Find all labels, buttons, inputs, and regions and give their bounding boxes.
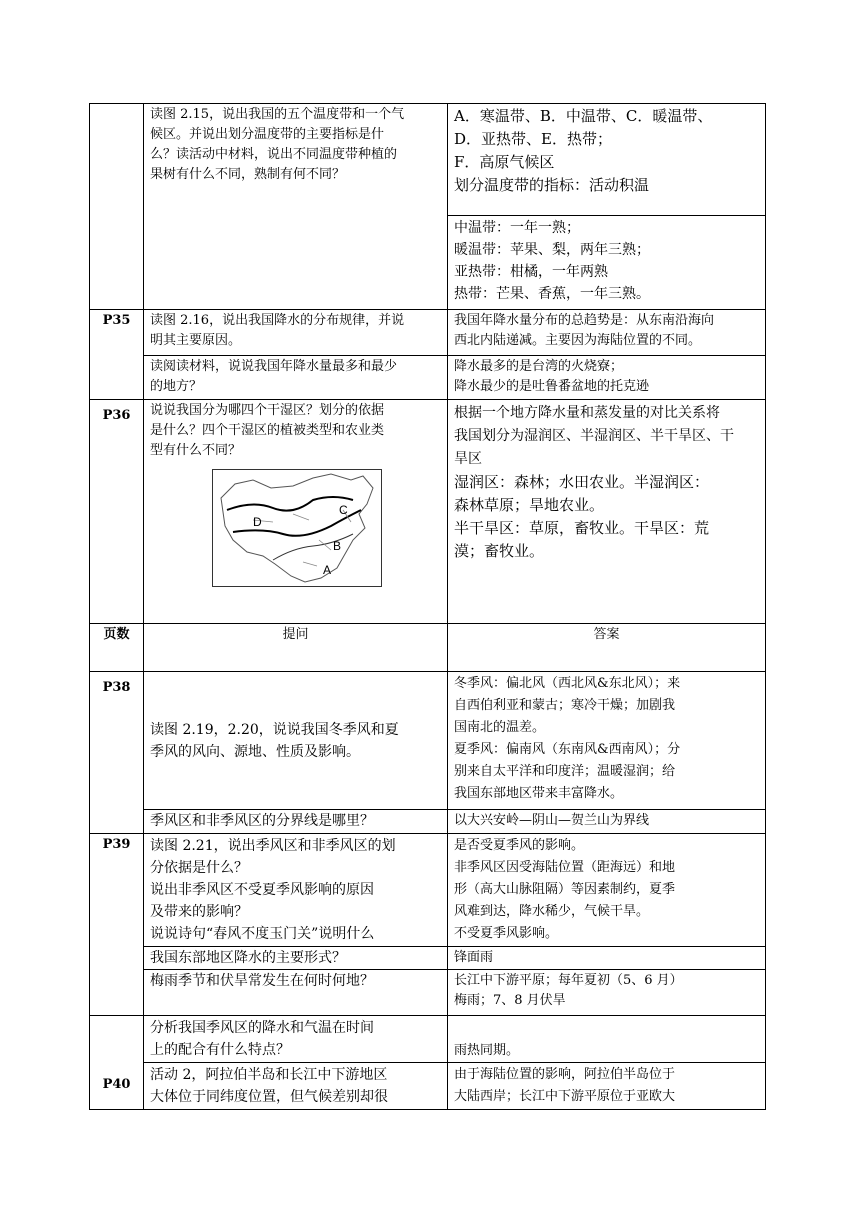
answer-line: 风难到达，降水稀少，气候干旱。 xyxy=(454,904,650,919)
answer-line: 梅雨；7、8 月伏旱 xyxy=(454,993,566,1008)
question-line: 大体位于同纬度位置，但气候差别却很 xyxy=(150,1089,388,1105)
answer-cell xyxy=(448,356,766,400)
question-cell xyxy=(144,356,448,400)
table-row xyxy=(90,356,766,400)
answer-line: A．寒温带、B．中温带、C．暖温带、 xyxy=(454,107,713,125)
answer-line: 不受夏季风影响。 xyxy=(454,926,559,941)
question-line: 季风区和非季风区的分界线是哪里？ xyxy=(150,813,374,829)
question-cell xyxy=(144,400,448,624)
question-cell xyxy=(144,834,448,947)
answer-line: 半干旱区：草原，畜牧业。干旱区：荒 xyxy=(454,519,710,537)
question-line: 的地方？ xyxy=(150,379,203,394)
question-line: 说说诗句“春风不度玉门关”说明什么 xyxy=(150,926,375,942)
table-row xyxy=(90,810,766,834)
answer-line: 暖温带：苹果、梨，两年三熟； xyxy=(454,242,650,258)
question-cell xyxy=(144,104,448,310)
answer-line: 中温带：一年一熟； xyxy=(454,220,580,236)
table-row xyxy=(90,947,766,970)
map-label-c: C xyxy=(339,503,348,517)
answer-line: 亚热带：柑橘，一年两熟 xyxy=(454,264,608,280)
table-row xyxy=(90,310,766,356)
china-outline xyxy=(221,474,373,582)
map-label-b: B xyxy=(333,539,342,553)
question-line: 活动 2，阿拉伯半岛和长江中下游地区 xyxy=(150,1067,388,1083)
map-label-a: A xyxy=(323,563,332,577)
page-number: P35 xyxy=(90,310,144,400)
answer-line: 降水最多的是台湾的火烧寮； xyxy=(454,359,624,374)
answer-cell xyxy=(448,810,766,834)
answer-line: 以大兴安岭—阴山—贺兰山为界线 xyxy=(454,813,650,828)
answer-line: 是否受夏季风的影响。 xyxy=(454,838,585,853)
question-line: 明其主要原因。 xyxy=(150,333,242,348)
answer-line: 划分温度带的指标：活动积温 xyxy=(454,176,650,194)
header-answer: 答案 xyxy=(448,624,766,672)
header-page: 页数 xyxy=(90,624,144,672)
page-cell xyxy=(90,104,144,310)
table-row xyxy=(90,970,766,1016)
question-line: 说说我国分为哪四个干湿区？划分的依据 xyxy=(150,403,385,418)
answer-line: 形（高大山脉阻隔）等因素制约，夏季 xyxy=(454,882,676,897)
question-cell xyxy=(144,1063,448,1110)
answer-line: 森林草原；旱地农业。 xyxy=(454,496,605,514)
answer-line: D．亚热带、E．热带； xyxy=(454,130,612,148)
answer-cell xyxy=(448,1016,766,1063)
table-row xyxy=(90,834,766,947)
answer-cell xyxy=(448,310,766,356)
answer-line: 国南北的温差。 xyxy=(454,720,546,735)
question-line: 候区。并说出划分温度带的主要指标是什 xyxy=(150,127,385,142)
question-line: 分依据是什么？ xyxy=(150,860,248,876)
answer-cell xyxy=(448,970,766,1016)
question-line: 及带来的影响？ xyxy=(150,904,248,920)
answer-line: 我国年降水量分布的总趋势是：从东南沿海向 xyxy=(454,313,715,328)
question-line: 果树有什么不同，熟制有何不同？ xyxy=(150,167,346,182)
answer-line: 降水最少的是吐鲁番盆地的托克逊 xyxy=(454,379,650,394)
question-line: 梅雨季节和伏旱常发生在何时何地？ xyxy=(150,973,374,989)
question-line: 读图 2.21，说出季风区和非季风区的划 xyxy=(150,838,396,854)
answer-cell xyxy=(448,947,766,970)
answer-cell xyxy=(448,400,766,624)
question-line: 么？读活动中材料，说出不同温度带种植的 xyxy=(150,147,398,162)
answer-line: 我国东部地区带来丰富降水。 xyxy=(454,786,624,801)
table-row xyxy=(90,1063,766,1110)
answer-line: 大陆西岸；长江中下游平原位于亚欧大 xyxy=(454,1089,676,1104)
question-line: 说出非季风区不受夏季风影响的原因 xyxy=(150,882,374,898)
answer-line: 自西伯利亚和蒙古；寒冷干燥；加剧我 xyxy=(454,698,676,713)
question-line: 季风的风向、源地、性质及影响。 xyxy=(150,743,360,760)
answer-line: 别来自太平洋和印度洋；温暖湿润；给 xyxy=(454,764,676,779)
table-row xyxy=(90,400,766,624)
page-number: P38 xyxy=(90,672,144,834)
page-number: P36 xyxy=(90,400,144,624)
answer-line: 锋面雨 xyxy=(454,950,494,965)
answer-cell xyxy=(448,1063,766,1110)
answer-cell xyxy=(448,672,766,810)
question-cell xyxy=(144,1016,448,1063)
table-row xyxy=(90,672,766,810)
answer-line: 冬季风：偏北风（西北风&东北风）；来 xyxy=(454,676,681,691)
answer-line: 西北内陆递减。主要因为海陆位置的不同。 xyxy=(454,333,702,348)
page-number: P39 xyxy=(90,834,144,1016)
map-label-d: D xyxy=(253,515,262,529)
qa-table xyxy=(89,103,766,1110)
page-number: P40 xyxy=(90,1016,144,1110)
table-row xyxy=(90,104,766,216)
question-line: 我国东部地区降水的主要形式？ xyxy=(150,950,346,966)
question-line: 是什么？四个干湿区的植被类型和农业类 xyxy=(150,423,385,438)
answer-line: 夏季风：偏南风（东南风&西南风）；分 xyxy=(454,742,681,757)
question-cell xyxy=(144,310,448,356)
answer-line: F．高原气候区 xyxy=(454,153,555,171)
answer-cell xyxy=(448,216,766,310)
answer-line: 漠；畜牧业。 xyxy=(454,542,545,560)
answer-line: 雨热同期。 xyxy=(454,1043,520,1058)
question-line: 读阅读材料，说说我国年降水量最多和最少 xyxy=(150,359,398,374)
answer-line: 旱区 xyxy=(454,451,482,467)
answer-cell xyxy=(448,834,766,947)
question-line: 读图 2.19，2.20，说说我国冬季风和夏 xyxy=(150,721,399,738)
table-header-row xyxy=(90,624,766,672)
province-lines xyxy=(253,510,351,566)
table-row xyxy=(90,1016,766,1063)
answer-line: 湿润区：森林；水田农业。半湿润区： xyxy=(454,473,710,491)
question-cell xyxy=(144,672,448,810)
question-cell xyxy=(144,947,448,970)
question-line: 型有什么不同？ xyxy=(150,443,242,458)
china-dry-wet-map xyxy=(212,469,382,587)
question-cell xyxy=(144,970,448,1016)
question-line: 读图 2.15，说出我国的五个温度带和一个气 xyxy=(150,107,405,122)
answer-line: 非季风区因受海陆位置（距海远）和地 xyxy=(454,860,676,875)
answer-line: 长江中下游平原；每年夏初（5、6 月） xyxy=(454,973,683,988)
boundary-line xyxy=(227,497,353,511)
question-line: 分析我国季风区的降水和气温在时间 xyxy=(150,1020,374,1036)
question-cell xyxy=(144,810,448,834)
answer-line: 由于海陆位置的影响，阿拉伯半岛位于 xyxy=(454,1067,676,1082)
answer-line: 热带：芒果、香蕉，一年三熟。 xyxy=(454,286,650,302)
question-line: 读图 2.16，说出我国降水的分布规律，并说 xyxy=(150,313,405,328)
answer-line: 我国划分为湿润区、半湿润区、半干旱区、干 xyxy=(454,428,734,444)
question-line: 上的配合有什么特点？ xyxy=(150,1042,290,1058)
header-question: 提问 xyxy=(144,624,448,672)
answer-line: 根据一个地方降水量和蒸发量的对比关系将 xyxy=(454,405,720,421)
answer-cell xyxy=(448,104,766,216)
